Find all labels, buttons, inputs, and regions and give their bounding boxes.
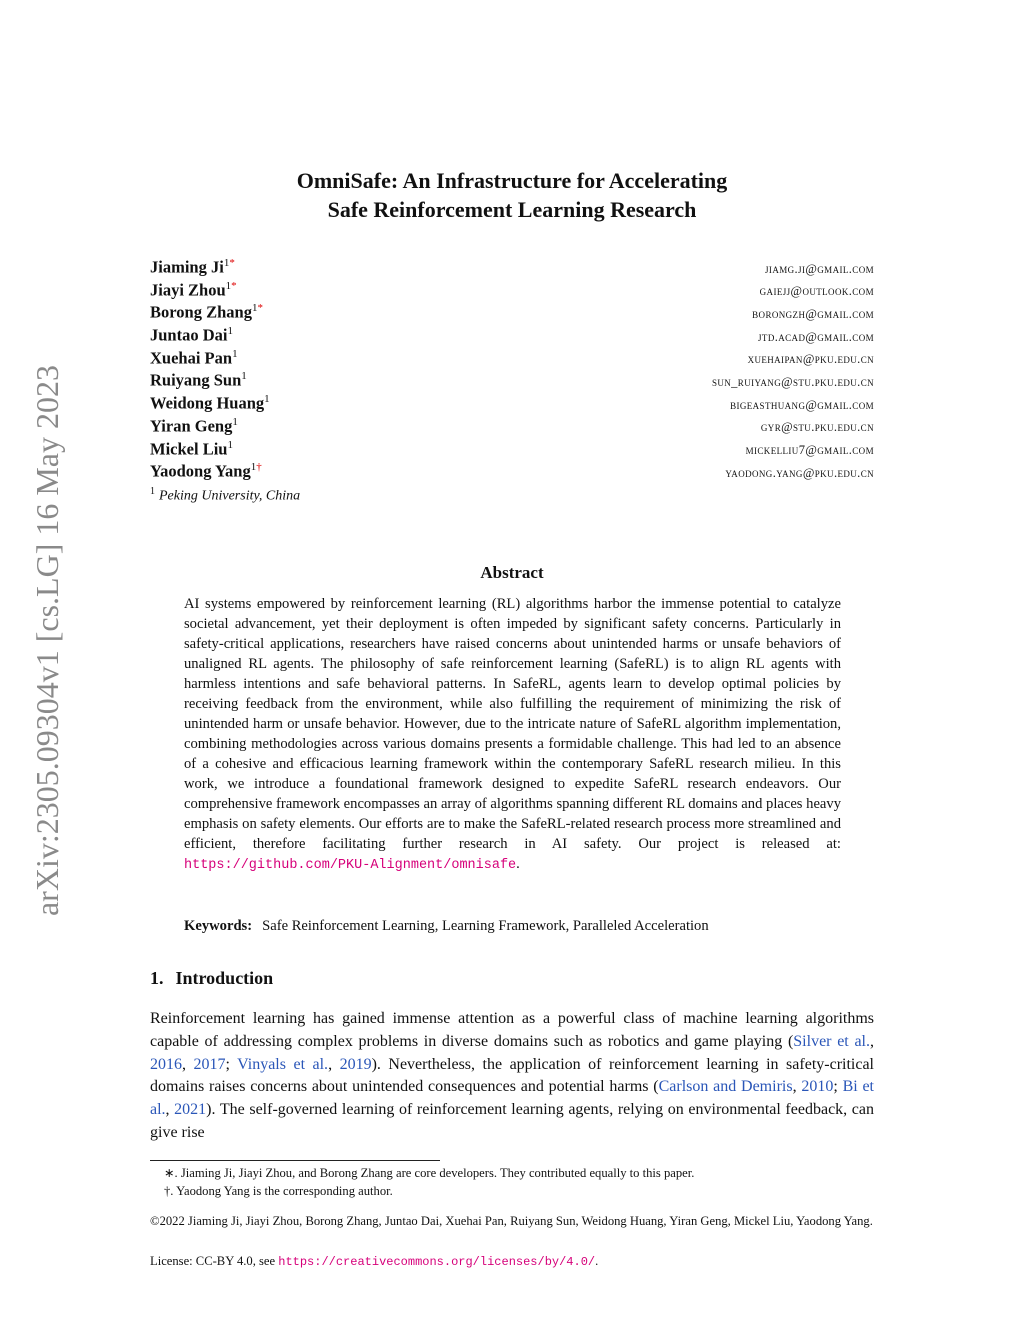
author-row — [150, 370, 874, 393]
author-email[interactable]: jtd.acad@gmail.com — [758, 329, 874, 344]
author-row — [150, 257, 874, 280]
author-name: Ruiyang Sun — [150, 370, 242, 390]
author-affil-sup: 1 — [227, 325, 233, 338]
footnote-mark: ∗. — [164, 1166, 178, 1180]
author-affil-sup: 1 — [250, 461, 257, 474]
author-row — [150, 302, 874, 325]
abstract-body — [184, 594, 841, 876]
footnotes — [150, 1164, 874, 1200]
license-prefix: License: CC-BY 4.0, see — [150, 1254, 279, 1268]
intro-text: ). The self-governed learning of reinforcement learning agents, relying on environmental feedback, can give rise — [150, 1101, 874, 1141]
author-email[interactable]: gaiejj@outlook.com — [759, 284, 874, 299]
citation-link[interactable]: 2010 — [801, 1078, 834, 1096]
abstract-end: . — [516, 856, 520, 872]
license-link[interactable]: https://creativecommons.org/licenses/by/4.0/ — [278, 1255, 596, 1269]
affiliation — [150, 486, 874, 505]
section-title: Introduction — [175, 968, 274, 988]
keywords — [184, 918, 841, 935]
author-row — [150, 393, 874, 416]
author-mark: * — [229, 257, 235, 269]
intro-text: , — [182, 1055, 194, 1073]
author-name: Xuehai Pan — [150, 348, 233, 368]
author-list — [150, 257, 874, 505]
paper-title — [150, 166, 874, 224]
footnote-text: Yaodong Yang is the corresponding author. — [176, 1184, 393, 1198]
keywords-text: Safe Reinforcement Learning, Learning Framework, Paralleled Acceleration — [262, 918, 709, 934]
footnote — [150, 1182, 874, 1200]
abstract-heading: Abstract — [480, 563, 544, 582]
author-affil-sup: 1 — [227, 438, 233, 451]
intro-text: , — [870, 1032, 875, 1050]
author-email[interactable]: borongzh@gmail.com — [752, 306, 874, 321]
affiliation-sup: 1 — [150, 485, 155, 497]
citation-link[interactable]: 2021 — [174, 1101, 207, 1119]
author-row — [150, 416, 874, 439]
title-line-1: OmniSafe: An Infrastructure for Accelerating — [296, 168, 728, 193]
arxiv-stamp — [18, 340, 78, 940]
author-mark: * — [231, 279, 237, 292]
author-name: Mickel Liu — [150, 439, 228, 458]
author-name: Borong Zhang — [150, 302, 252, 322]
citation-link[interactable]: Carlson and Demiris — [658, 1078, 793, 1096]
author-name: Juntao Dai — [150, 325, 228, 345]
intro-text: , — [328, 1055, 340, 1073]
author-affil-sup: 1 — [241, 370, 247, 383]
affiliation-text: Peking University, China — [159, 488, 301, 504]
copyright — [150, 1212, 874, 1230]
project-link[interactable]: https://github.com/PKU-Alignment/omnisafe — [184, 858, 517, 873]
author-email[interactable]: sun_ruiyang@stu.pku.edu.cn — [711, 374, 874, 389]
author-name: Jiaming Ji — [150, 257, 224, 277]
citation-link[interactable]: Silver et al. — [793, 1032, 871, 1050]
intro-text: Reinforcement learning has gained immense attention as a powerful class of machine learning algorithms capable of addressing complex problems in diverse domains such as robotics and game playing ( — [150, 1010, 874, 1050]
intro-paragraph — [150, 1008, 874, 1145]
keywords-label: Keywords: — [184, 918, 253, 934]
intro-text: ). Nevertheless, the application of reinforcement learning in safety-critical domains raises concerns about unintended consequences and potential harms ( — [150, 1055, 875, 1096]
author-email[interactable]: bigeasthuang@gmail.com — [730, 397, 874, 412]
abstract-text: AI systems empowered by reinforcement learning (RL) algorithms harbor the immense potential to catalyze societal advancement, yet their deployment is often impeded by significant safety concerns. Particularly in safety-critical applications, researchers have raised concerns about unintended harms or unsafe behaviors of unaligned RL agents. The philosophy of safe reinforcement learning (SafeRL) is to align RL agents with harmless intentions and safe behavioral patterns. In SafeRL, agents learn to develop optimal policies by receiving feedback from the environment, while also fulfilling the requirement of minimizing the risk of unintended harm or unsafe behavior. However, due to the intricate nature of SafeRL algorithm implementation, combining methodologies across various domains presents a formidable challenge. This had led to an absence of a cohesive and efficacious learning framework within the contemporary SafeRL research milieu. In this work, we introduce a foundational framework designed to expedite SafeRL research endeavors. Our comprehensive framework encompasses an array of algorithms spanning different RL domains and places heavy emphasis on safety elements. Our efforts are to make the SafeRL-related research process more streamlined and efficient, therefore facilitating further research in AI safety. Our project is released at: — [184, 596, 841, 852]
author-email[interactable]: mickelliu7@gmail.com — [745, 443, 874, 457]
author-email[interactable]: jiamg.ji@gmail.com — [765, 261, 874, 276]
intro-text: ; — [225, 1055, 238, 1073]
citation-link[interactable]: Vinyals et al. — [237, 1055, 329, 1073]
copyright-symbol: © — [150, 1214, 160, 1228]
footnote — [150, 1164, 874, 1182]
title-line-2: Safe Reinforcement Learning Research — [327, 197, 697, 222]
author-row — [150, 280, 874, 303]
footnote-text: Jiaming Ji, Jiayi Zhou, and Borong Zhang are core developers. They contributed equally to this paper. — [180, 1166, 695, 1180]
author-name: Jiayi Zhou — [150, 280, 226, 300]
intro-text: ; — [833, 1078, 843, 1096]
author-email[interactable]: yaodong.yang@pku.edu.cn — [725, 465, 874, 480]
author-affil-sup: 1 — [225, 279, 232, 292]
author-mark: † — [256, 461, 262, 474]
author-email[interactable]: gyr@stu.pku.edu.cn — [760, 420, 874, 435]
author-affil-sup: 1 — [251, 302, 258, 315]
footnote-mark: †. — [164, 1184, 174, 1198]
citation-link[interactable]: 2019 — [339, 1055, 372, 1073]
intro-text: , — [165, 1101, 175, 1119]
license-end: . — [595, 1254, 599, 1268]
author-email[interactable]: xuehaipan@pku.edu.cn — [747, 352, 874, 367]
citation-link[interactable]: 2017 — [193, 1055, 226, 1073]
author-name: Yiran Geng — [150, 416, 233, 436]
footnote-divider — [150, 1160, 440, 1161]
citation-link[interactable]: 2016 — [150, 1055, 182, 1073]
author-affil-sup: 1 — [264, 393, 270, 406]
license — [150, 1254, 874, 1269]
citation-link[interactable]: Bi et al. — [150, 1078, 874, 1119]
arxiv-stamp-text: arXiv:2305.09304v1 [cs.LG] 16 May 2023 — [29, 364, 66, 916]
author-name: Yaodong Yang — [150, 461, 251, 481]
author-mark: * — [257, 302, 263, 315]
author-affil-sup: 1 — [223, 257, 230, 269]
author-row — [150, 348, 874, 371]
author-affil-sup: 1 — [232, 347, 238, 360]
author-row — [150, 461, 874, 484]
author-name: Weidong Huang — [150, 393, 265, 413]
author-affil-sup: 1 — [232, 415, 238, 428]
intro-text: , — [792, 1078, 802, 1096]
author-row — [150, 439, 874, 462]
section-heading — [150, 968, 273, 989]
author-row — [150, 325, 874, 348]
section-number: 1. — [150, 968, 164, 988]
copyright-text: 2022 Jiaming Ji, Jiayi Zhou, Borong Zhang, Juntao Dai, Xuehai Pan, Ruiyang Sun, Weidong Huang, Yiran Geng, Mickel Liu, Yaodong Yang. — [159, 1214, 873, 1228]
